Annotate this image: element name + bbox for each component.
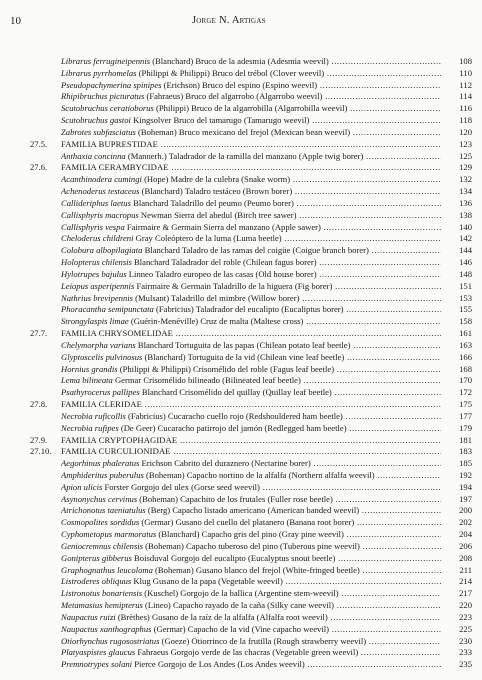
- scientific-name: Callisphyris vespa: [61, 221, 125, 232]
- entry-title: [61, 399, 441, 411]
- toc-entry-row: [0, 482, 482, 494]
- page-ref: 112: [444, 80, 472, 92]
- toc-entry-row: [0, 151, 482, 163]
- entry-description: FAMILIA CHRYSOMELIDAE: [61, 328, 173, 339]
- entry-title: [61, 162, 441, 174]
- entry-description: (Blanchard) Capacho gris del pino (Gray pine weevil): [156, 529, 344, 540]
- entry-description: Blanchard Taladrador del roble (Chilean fagus borer): [131, 257, 317, 268]
- entry-description: Erichson Cabrito del duraznero (Nectarine borer): [139, 458, 311, 469]
- entry-title: [61, 115, 441, 127]
- scientific-name: Leiopus asperipennis: [61, 280, 135, 291]
- page-ref: 175: [444, 399, 472, 411]
- entry-title: [61, 423, 441, 435]
- entry-description: (De Geer) Cucaracho patirrojo del jamón (Redlegged ham beetle): [118, 422, 347, 433]
- scientific-name: Asynonychus cervinus: [61, 493, 138, 504]
- entry-title: [61, 411, 441, 423]
- entry-title: [61, 222, 441, 234]
- scientific-name: Cheloderus childreni: [61, 233, 134, 244]
- entry-description: (Boheman) Capacho nortino de la alfalfa (Northern alfalfa weevil): [143, 469, 375, 480]
- scientific-name: Rhipibruchus picturatus: [61, 91, 145, 102]
- scientific-name: Nathrius brevipennis: [61, 292, 134, 303]
- page-ref: 132: [444, 174, 472, 186]
- table-of-contents: [0, 56, 482, 671]
- page-ref: 155: [444, 304, 472, 316]
- entry-title: [61, 210, 441, 222]
- entry-title: [61, 553, 441, 565]
- toc-entry-row: [0, 91, 482, 103]
- entry-description: (Boheman) Capachito de los frutales (Fuller rose beetle): [137, 493, 333, 504]
- page-ref: 194: [444, 482, 472, 494]
- scientific-name: Metamasius hemipterus: [61, 600, 143, 611]
- scientific-name: Pseudopachymerina spinipes: [61, 79, 162, 90]
- toc-entry-row: [0, 375, 482, 387]
- toc-entry-row: [0, 458, 482, 470]
- entry-description: Pierce Gorgojo de Los Andes (Los Andes weevil): [132, 659, 305, 670]
- scientific-name: Glyptoscelis pulvinosus: [61, 351, 143, 362]
- entry-title: [61, 304, 441, 316]
- page-ref: 116: [444, 103, 472, 115]
- toc-entry-row: [0, 364, 482, 376]
- entry-description: (Boheman) Gusano blanco del frejol (White-fringed beetle): [152, 564, 360, 575]
- toc-entry-row: [0, 387, 482, 399]
- toc-entry-row: [0, 127, 482, 139]
- scientific-name: Apion ulicis: [61, 481, 103, 492]
- scientific-name: Necrobia ruficollis: [61, 410, 126, 421]
- entry-description: (Mannerh.) Taladrador de la ramilla del manzano (Apple twig borer): [125, 150, 364, 161]
- page-ref: 183: [444, 446, 472, 458]
- toc-entry-row: [0, 210, 482, 222]
- entry-description: (Fabricius) Cucaracho cuello rojo (Redshouldered ham beetle): [125, 410, 343, 421]
- scientific-name: Platyaspistes glaucus: [61, 647, 136, 658]
- entry-description: (Mulsant) Taladrillo del mimbre (Willow borer): [133, 292, 300, 303]
- toc-entry-row: [0, 174, 482, 186]
- scientific-name: Scutobruchus ceratioborus: [61, 103, 154, 114]
- entry-description: (Brèthes) Gusano de la raíz de la alfalfa (Alfalfa root weevil): [115, 611, 328, 622]
- entry-description: FAMILIA CLERIDAE: [61, 399, 142, 410]
- entry-description: (Fahraeus) Bruco del algarrobo (Algarrobo weevil): [144, 91, 323, 102]
- scientific-name: Cosmopolites sordidus: [61, 517, 140, 528]
- toc-entry-row: [0, 647, 482, 659]
- entry-title: [61, 245, 441, 257]
- toc-entry-row: [0, 269, 482, 281]
- page-ref: 125: [444, 151, 472, 163]
- entry-description: Blanchard Crisomélido del quillay (Quillay leaf beetle): [139, 387, 332, 398]
- toc-section-row: [0, 328, 482, 340]
- entry-title: [61, 186, 441, 198]
- page-ref: 110: [444, 68, 472, 80]
- section-number: 27.8.: [30, 399, 48, 410]
- toc-entry-row: [0, 352, 482, 364]
- entry-description: (Germar) Capacho de la vid (Vine capacho weevil): [151, 623, 329, 634]
- page-ref: 142: [444, 233, 472, 245]
- entry-description: (Guérin-Menéville) Cruz de malta (Maltese cross): [128, 316, 304, 327]
- scientific-name: Callisphyris macropus: [61, 209, 139, 220]
- scientific-name: Listronotus bonariensis: [61, 588, 143, 599]
- toc-entry-row: [0, 340, 482, 352]
- toc-section-row: [0, 162, 482, 174]
- entry-title: [61, 375, 441, 387]
- entry-description: (Boheman) Bruco mexicano del frejol (Mexican bean weevil): [135, 126, 351, 137]
- toc-entry-row: [0, 494, 482, 506]
- entry-title: [61, 340, 441, 352]
- entry-description: Gray Coleóptero de la luma (Luma beetle): [133, 233, 282, 244]
- toc-entry-row: [0, 411, 482, 423]
- entry-title: [61, 281, 441, 293]
- scientific-name: Phoracantha semipunctata: [61, 304, 154, 315]
- entry-description: (Blanchard) Taladro testáceo (Brown borer): [139, 186, 293, 197]
- page-ref: 166: [444, 352, 472, 364]
- entry-title: [61, 80, 441, 92]
- scientific-name: Librarus pyrrhomelas: [61, 67, 137, 78]
- entry-title: [61, 624, 441, 636]
- page-ref: 134: [444, 186, 472, 198]
- scientific-name: Colobura albopilagiata: [61, 245, 143, 256]
- entry-description: (Hope) Madre de la culebra (Snake worm): [141, 174, 291, 185]
- page-ref: 208: [444, 553, 472, 565]
- page-ref: 204: [444, 529, 472, 541]
- scientific-name: Holopterus chilensis: [61, 257, 132, 268]
- scientific-name: Gonipterus gibberus: [61, 552, 132, 563]
- entry-title: [61, 458, 441, 470]
- entry-title: [61, 647, 441, 659]
- page-ref: 136: [444, 198, 472, 210]
- toc-entry-row: [0, 68, 482, 80]
- scientific-name: Acanthinodera cumingi: [61, 174, 142, 185]
- page-ref: 235: [444, 659, 472, 671]
- scientific-name: Librarus ferrugineipennis: [61, 56, 151, 66]
- page-ref: 197: [444, 494, 472, 506]
- page-ref: 123: [444, 139, 472, 151]
- entry-title: [61, 541, 441, 553]
- entry-title: [61, 352, 441, 364]
- entry-description: (Lineo) Capacho rayado de la caña (Silky cane weevil): [142, 600, 334, 611]
- entry-title: [61, 387, 441, 399]
- page-ref: 148: [444, 269, 472, 281]
- page-ref: 211: [444, 565, 472, 577]
- toc-entry-row: [0, 257, 482, 269]
- page-ref: 200: [444, 505, 472, 517]
- toc-entry-row: [0, 553, 482, 565]
- entry-title: [61, 257, 441, 269]
- entry-title: [61, 293, 441, 305]
- page-ref: 225: [444, 624, 472, 636]
- toc-entry-row: [0, 56, 482, 68]
- page-header: [0, 14, 482, 28]
- entry-title: [61, 600, 441, 612]
- page-ref: 108: [444, 56, 472, 68]
- scientific-name: Atrichonotus taeniatulus: [61, 505, 146, 516]
- entry-description: (Germar) Gusano del cuello del platanero (Banana root borer): [139, 517, 355, 528]
- entry-description: Blanchard Tortuguita de las papas (Chilean potato leaf beetle): [135, 339, 351, 350]
- entry-description: (Philippi & Philippi) Bruco del trébol (Clover weevil): [136, 67, 325, 78]
- entry-title: [61, 103, 441, 115]
- page-ref: 181: [444, 435, 472, 447]
- section-number: 27.7.: [30, 328, 48, 339]
- entry-title: [61, 316, 441, 328]
- toc-entry-row: [0, 588, 482, 600]
- entry-title: [61, 529, 441, 541]
- entry-description: Forster Gorgojo del ulex (Gorse seed weevil): [102, 481, 260, 492]
- entry-title: [61, 588, 441, 600]
- toc-section-row: [0, 435, 482, 447]
- page-ref: 206: [444, 541, 472, 553]
- entry-title: [61, 435, 441, 447]
- page-ref: 223: [444, 612, 472, 624]
- entry-description: (Fabricius) Taladrador del eucalipto (Eucaliptus borer): [153, 304, 344, 315]
- entry-description: Kingsolver Bruco del tamarugo (Tamarugo weevil): [130, 115, 310, 126]
- toc-entry-row: [0, 316, 482, 328]
- scientific-name: Naupactus xanthographus: [61, 623, 152, 634]
- toc-section-row: [0, 139, 482, 151]
- scientific-name: Necrobia rufipes: [61, 422, 119, 433]
- scientific-name: Aegorhinus phaleratus: [61, 458, 140, 469]
- scientific-name: Amphideritus puberulus: [61, 469, 144, 480]
- page-ref: 129: [444, 162, 472, 174]
- scientific-name: Strongylaspis limae: [61, 316, 129, 327]
- entry-description: Germar Crisomélido bilineado (Bilineated leaf beetle): [112, 375, 301, 386]
- page-ref: 158: [444, 316, 472, 328]
- entry-description: (Blanchard) Bruco de la adesmia (Adesmia weevil): [150, 56, 329, 66]
- entry-title: [61, 636, 441, 648]
- scientific-name: Callideriphus laetus: [61, 197, 131, 208]
- entry-description: (Blanchard) Tortuguita de la vid (Chilean vine leaf beetle): [142, 351, 345, 362]
- toc-entry-row: [0, 115, 482, 127]
- entry-description: (Erichson) Bruco del espino (Espino weevil): [161, 79, 318, 90]
- page-ref: 144: [444, 245, 472, 257]
- toc-section-row: [0, 446, 482, 458]
- toc-entry-row: [0, 636, 482, 648]
- toc-entry-row: [0, 222, 482, 234]
- scientific-name: Scutobruchus gastoi: [61, 115, 131, 126]
- page-ref: 153: [444, 293, 472, 305]
- toc-entry-row: [0, 233, 482, 245]
- entry-title: [61, 269, 441, 281]
- page-ref: 177: [444, 411, 472, 423]
- page-ref: 217: [444, 588, 472, 600]
- entry-description: Newman Sierra del abedul (Birch tree sawer): [138, 209, 297, 220]
- scientific-name: Naupactus ruizi: [61, 611, 116, 622]
- page-ref: 120: [444, 127, 472, 139]
- page-ref: 138: [444, 210, 472, 222]
- entry-title: [61, 56, 441, 68]
- toc-entry-row: [0, 612, 482, 624]
- entry-title: [61, 328, 441, 340]
- toc-entry-row: [0, 80, 482, 92]
- scientific-name: Premnotrypes solani: [61, 659, 133, 670]
- page-ref: 185: [444, 458, 472, 470]
- entry-description: Fairmaire & Germain Sierra del manzano (Apple sawer): [124, 221, 321, 232]
- toc-entry-row: [0, 529, 482, 541]
- page-ref: 220: [444, 600, 472, 612]
- toc-entry-row: [0, 517, 482, 529]
- scientific-name: Lema bilineata: [61, 375, 113, 386]
- toc-entry-row: [0, 198, 482, 210]
- entry-description: (Kuschel) Gorgojo de la ballica (Argentine stem-weevil): [142, 588, 339, 599]
- scientific-name: Zabrotes subfasciatus: [61, 126, 136, 137]
- entry-description: (Philippi) Bruco de la algarrobilla (Algarrobilla weevil): [153, 103, 348, 114]
- entry-title: [61, 470, 441, 482]
- entry-title: [61, 91, 441, 103]
- scientific-name: Psathyrocerus pallipes: [61, 387, 140, 398]
- entry-description: FAMILIA CURCULIONIDAE: [61, 446, 171, 457]
- entry-title: [61, 68, 441, 80]
- entry-title: [61, 659, 441, 671]
- entry-title: [61, 505, 441, 517]
- entry-title: [61, 482, 441, 494]
- entry-description: Klug Gusano de la papa (Vegetable weevil): [131, 576, 283, 587]
- entry-title: [61, 151, 441, 163]
- entry-title: [61, 139, 441, 151]
- page-ref: 233: [444, 647, 472, 659]
- entry-title: [61, 174, 441, 186]
- toc-entry-row: [0, 304, 482, 316]
- entry-title: [61, 565, 441, 577]
- toc-entry-row: [0, 541, 482, 553]
- page-ref: 140: [444, 222, 472, 234]
- page-ref: 118: [444, 115, 472, 127]
- scientific-name: Hylotrupes bajulus: [61, 268, 127, 279]
- entry-description: Linneo Taladro europeo de las casas (Old house borer): [126, 268, 317, 279]
- toc-entry-row: [0, 281, 482, 293]
- page-ref: 230: [444, 636, 472, 648]
- section-number: 27.10.: [30, 446, 52, 457]
- toc-entry-row: [0, 293, 482, 305]
- scientific-name: Anthaxia concinna: [61, 150, 126, 161]
- entry-description: FAMILIA CERAMBYCIDAE: [61, 162, 169, 173]
- toc-entry-row: [0, 576, 482, 588]
- entry-description: Boisduval Gorgojo del eucalipto (Eucalyptus snout beetle): [131, 552, 336, 563]
- section-number: 27.6.: [30, 162, 48, 173]
- section-number: 27.9.: [30, 434, 48, 445]
- entry-title: [61, 233, 441, 245]
- entry-title: [61, 364, 441, 376]
- entry-description: Blanchard Taladrillo del peumo (Peumo borer): [130, 197, 294, 208]
- scientific-name: Cyphometopus marmoratus: [61, 529, 157, 540]
- scientific-name: Graphognathus leucoloma: [61, 564, 153, 575]
- entry-description: FAMILIA BUPRESTIDAE: [61, 138, 158, 149]
- entry-title: [61, 517, 441, 529]
- entry-title: [61, 576, 441, 588]
- entry-description: Blanchard Taladro de las ramas del coigüe (Coigue branch borer): [142, 245, 369, 256]
- entry-description: (Philippi & Philippi) Crisomélido del roble (Fagus leaf beetle): [117, 363, 335, 374]
- toc-entry-row: [0, 103, 482, 115]
- entry-title: [61, 127, 441, 139]
- entry-title: [61, 612, 441, 624]
- entry-description: Fahraeus Gorgojo verde de las chacras (Vegetable green weevil): [135, 647, 359, 658]
- scientific-name: Listroderes obliquus: [61, 576, 132, 587]
- page-ref: 168: [444, 364, 472, 376]
- toc-section-row: [0, 399, 482, 411]
- entry-description: FAMILIA CRYPTOPHAGIDAE: [61, 434, 178, 445]
- toc-entry-row: [0, 245, 482, 257]
- page-ref: 146: [444, 257, 472, 269]
- page-ref: 163: [444, 340, 472, 352]
- toc-entry-row: [0, 186, 482, 198]
- entry-title: [61, 494, 441, 506]
- entry-title: [61, 198, 441, 210]
- entry-description: (Goeze) Otiorrinco de la frutilla (Rough strawberry weevil): [159, 635, 367, 646]
- scientific-name: Hornius grandis: [61, 363, 118, 374]
- toc-entry-row: [0, 565, 482, 577]
- entry-title: [61, 446, 441, 458]
- toc-entry-row: [0, 624, 482, 636]
- page-ref: 172: [444, 387, 472, 399]
- scientific-name: Geniocremnus chilensis: [61, 540, 144, 551]
- page-ref: 170: [444, 375, 472, 387]
- running-head: Jorge N. Artigas: [192, 15, 266, 26]
- scientific-name: Chelymorpha varians: [61, 339, 136, 350]
- page-ref: 151: [444, 281, 472, 293]
- page-ref: 214: [444, 576, 472, 588]
- page-number: 10: [10, 15, 21, 27]
- section-number: 27.5.: [30, 138, 48, 149]
- entry-description: (Boheman) Capacho tuberoso del pino (Tuberous pine weevil): [143, 540, 360, 551]
- page-ref: 202: [444, 517, 472, 529]
- scientific-name: Otiorhynchus rugosostriatus: [61, 635, 160, 646]
- page-ref: 114: [444, 91, 472, 103]
- toc-entry-row: [0, 659, 482, 671]
- page-ref: 192: [444, 470, 472, 482]
- page-ref: 161: [444, 328, 472, 340]
- toc-entry-row: [0, 423, 482, 435]
- scientific-name: Achenoderus testaceus: [61, 186, 140, 197]
- entry-description: (Berg) Capacho listado americano (American banded weevil): [145, 505, 360, 516]
- toc-entry-row: [0, 470, 482, 482]
- entry-description: Fairmaire & Germain Taladrillo de la higuera (Fig borer): [134, 280, 333, 291]
- page-ref: 179: [444, 423, 472, 435]
- toc-entry-row: [0, 600, 482, 612]
- toc-entry-row: [0, 505, 482, 517]
